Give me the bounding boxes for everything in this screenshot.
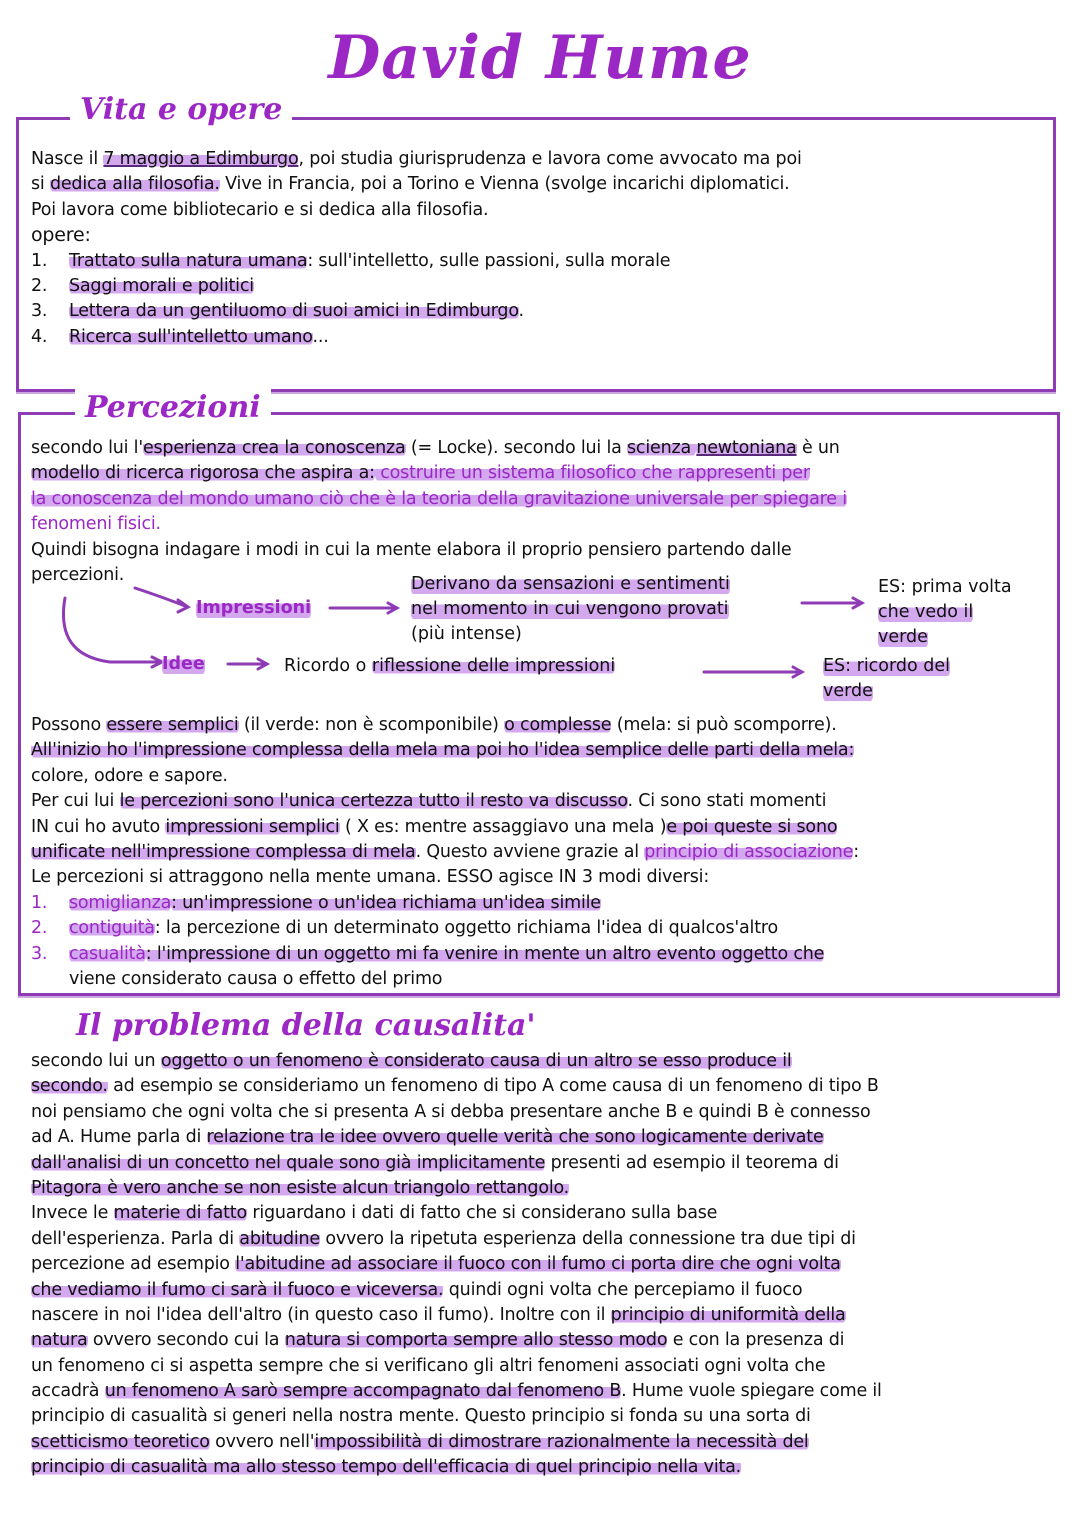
birth-date: 7 maggio a Edimburgo bbox=[103, 149, 299, 169]
principio-associazione: principio di associazione bbox=[644, 841, 854, 862]
percezioni-body: Possono essere semplici (il verde: non è scomponibile) o complesse (mela: si può scomporre). All'inizio ho l'impressione complessa della mela ma poi ho l'idea semplice delle parti della mela: colore, odore e sapore. Per cui lui le percezioni sono l'unica certezza tutto il resto va discusso. Ci sono stati momenti IN cui ho avuto impressioni semplici ( X es: mentre assaggiavo una mela )e poi queste si sono unificate nell'impressione complessa di mela. Questo avviene grazie al principio di associazione: Le percezioni si attraggono nella mente umana. ESSO agisce IN 3 modi diversi: 1. somiglianza: un'impressione o un'idea richiama un'idea simile 2. contiguità: la percezione di un determinato oggetto richiama l'idea di qualcos'altro 3. casualità: l'impressione di un oggetto mi fa venire in mente un altro evento oggetto che viene considerato causa o effetto del primo bbox=[31, 715, 859, 989]
vita-line-2: si dedica alla filosofia. Vive in Francia, poi a Torino e Vienna (svolge incarichi diplomatici. bbox=[31, 174, 790, 195]
opera-item: 2. Saggi morali e politici bbox=[31, 275, 254, 296]
perception-diagram bbox=[0, 560, 1080, 705]
causalita-heading: Il problema della causalita' bbox=[68, 1006, 544, 1046]
impressioni-example: ES: prima volta che vedo il verde bbox=[878, 575, 1012, 650]
vita-text bbox=[31, 147, 802, 350]
modo-item: 1. somiglianza: un'impressione o un'idea richiama un'idea simile bbox=[31, 892, 601, 913]
vita-line-1: Nasce il 7 maggio a Edimburgo, poi studia giurisprudenza e lavora come avvocato ma poi bbox=[31, 149, 802, 169]
modo-item: 2. contiguità: la percezione di un determinato oggetto richiama l'idea di qualcos'altro bbox=[31, 918, 778, 939]
idee-desc: Ricordo o riflessione delle impressioni bbox=[284, 656, 616, 676]
opera-item: 3. Lettera da un gentiluomo di suoi amici in Edimburgo. bbox=[31, 301, 524, 322]
vita-line-3: Poi lavora come bibliotecario e si dedica alla filosofia. bbox=[31, 199, 489, 220]
percezioni-heading: Percezioni bbox=[75, 388, 271, 428]
idee-label: Idee bbox=[162, 652, 205, 677]
impressioni-label: Impressioni bbox=[196, 596, 311, 621]
modo-item: 3. casualità: l'impressione di un oggetto mi fa venire in mente un altro evento oggetto che bbox=[31, 943, 825, 964]
page-title: David Hume bbox=[328, 23, 752, 93]
percezioni-intro: secondo lui l'esperienza crea la conoscenza (= Locke). secondo lui la scienza newtoniana è un modello di ricerca rigorosa che aspira a: costruire un sistema filosofico che rappresenti per la conoscenza del mondo umano ciò che è la teoria della gravitazione universale per spiegare i fenomeni fisici. Quindi bisogna indagare i modi in cui la mente elabora il proprio pensiero partendo dalle percezioni. bbox=[31, 438, 847, 585]
vita-e-opere-heading: Vita e opere bbox=[70, 90, 292, 130]
idee-example: ES: ricordo del verde bbox=[823, 654, 950, 704]
causalita-body: secondo lui un oggetto o un fenomeno è considerato causa di un altro se esso produce il secondo. ad esempio se consideriamo un fenomeno di tipo A come causa di un fenomeno di tipo B noi pensiamo che ogni volta che si presenta A si debba presentare anche B e quindi B è connesso ad A. Hume parla di relazione tra le idee ovvero quelle verità che sono logicamente derivate dall'analisi di un concetto nel quale sono già implicitamente presenti ad esempio il teorema di Pitagora è vero anche se non esiste alcun triangolo rettangolo. Invece le materie di fatto riguardano i dati di fatto che si considerano sulla base dell'esperienza. Parla di abitudine ovvero la ripetuta esperienza della connessione tra due tipi di percezione ad esempio l'abitudine ad associare il fuoco con il fumo ci porta dire che ogni volta che vediamo il fumo ci sarà il fuoco e viceversa. quindi ogni volta che percepiamo il fuoco nascere in noi l'idea dell'altro (in questo caso il fumo). Inoltre con il principio di uniformità della natura ovvero secondo cui la natura si comporta sempre allo stesso modo e con la presenza di un fenomeno ci si aspetta sempre che si verificano gli altri fenomeni associati ogni volta che accadrà un fenomeno A sarò sempre accompagnato dal fenomeno B. Hume vuole spiegare come il principio di casualità si generi nella nostra mente. Questo principio si fonda su una sorta di scetticismo teoretico ovvero nell'impossibilità di dimostrare razionalmente la necessità del principio di casualità ma allo stesso tempo dell'efficacia di quel principio nella vita. bbox=[31, 1051, 882, 1478]
opera-item: 1. Trattato sulla natura umana: sull'intelletto, sulle passioni, sulla morale bbox=[31, 250, 671, 271]
impressioni-desc: Derivano da sensazioni e sentimenti nel momento in cui vengono provati (più intense) bbox=[411, 574, 730, 644]
opera-item: 4. Ricerca sull'intelletto umano... bbox=[31, 326, 329, 347]
opere-label: opere: bbox=[31, 224, 91, 247]
